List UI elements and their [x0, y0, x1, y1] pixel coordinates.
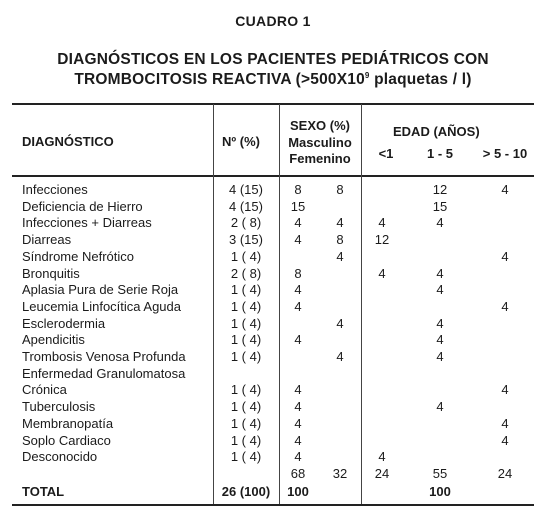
- cell-diagnostico: Membranopatía: [22, 415, 114, 431]
- cell-numero: 1 ( 4): [230, 432, 262, 448]
- cell-masculino: 15: [290, 198, 306, 214]
- table-divider-3: [361, 104, 362, 504]
- cell-diagnostico: Enfermedad Granulomatosa: [22, 365, 186, 381]
- cell-masculino: 4: [294, 215, 302, 231]
- table-title: CUADRO 1: [235, 13, 311, 29]
- cell-femenino: 4: [336, 215, 344, 231]
- cell-numero: 4 (15): [229, 198, 263, 214]
- cell-diagnostico: Infecciones + Diarreas: [22, 215, 152, 231]
- cell-numero: 2 ( 8): [230, 215, 262, 231]
- cell-numero: 1 ( 4): [230, 298, 262, 314]
- cell-diagnostico: Leucemia Linfocítica Aguda: [22, 298, 181, 314]
- subtitle-unit: plaquetas / l): [369, 71, 472, 89]
- cell-diagnostico: Soplo Cardiaco: [22, 432, 111, 448]
- cell-diagnostico: Esclerodermia: [22, 315, 106, 331]
- cell-numero: 3 (15): [229, 232, 263, 248]
- cell-femenino: 8: [336, 182, 344, 197]
- cell-edad-lt1: 4: [378, 449, 386, 465]
- cell-numero: 1 ( 4): [230, 415, 262, 431]
- cell-edad-5-10: 4: [501, 298, 509, 314]
- cell-edad-5-10: 4: [501, 415, 509, 431]
- cell-edad-1-5: 4: [436, 332, 444, 348]
- cell-diagnostico: Desconocido: [22, 449, 98, 465]
- cell-edad-1-5: 4: [436, 282, 444, 298]
- cell-edad-5-10: 4: [501, 382, 509, 398]
- cell-numero: 1 ( 4): [230, 315, 262, 331]
- subtitle-text: TROMBOCITOSIS REACTIVA (>500X10: [74, 71, 365, 89]
- header-edad-1-5: 1 - 5: [426, 146, 453, 161]
- cell-femenino: 4: [336, 248, 344, 264]
- cell-diagnostico: Bronquitis: [22, 265, 80, 281]
- total-label: TOTAL: [22, 484, 65, 499]
- cell-diagnostico: Infecciones: [22, 182, 88, 197]
- cell-femenino: 4: [336, 315, 344, 331]
- cell-edad-1-5: 4: [436, 265, 444, 281]
- cell-edad-1-5: 55: [432, 465, 448, 481]
- cell-diagnostico: Aplasia Pura de Serie Roja: [22, 282, 179, 298]
- cell-edad-1-5: 4: [436, 315, 444, 331]
- cell-numero: 1 ( 4): [230, 248, 262, 264]
- cell-masculino: 4: [294, 332, 302, 348]
- subtitle-exponent: 9: [364, 71, 370, 80]
- header-masculino: Masculino: [288, 135, 352, 150]
- cell-diagnostico: Deficiencia de Hierro: [22, 198, 143, 214]
- cell-numero: 1 ( 4): [230, 349, 262, 364]
- table-subtitle-line-1: DIAGNÓSTICOS EN LOS PACIENTES PEDIÁTRICOS CON: [57, 51, 489, 68]
- cell-masculino: 4: [294, 298, 302, 314]
- table-subtitle-line-2: [0, 71, 546, 89]
- cell-masculino: 68: [290, 465, 306, 481]
- cell-diagnostico: Síndrome Nefrótico: [22, 248, 134, 264]
- cell-masculino: 4: [294, 232, 302, 248]
- cell-edad-lt1: 24: [374, 465, 390, 481]
- header-edad-lt1: <1: [378, 146, 394, 161]
- cell-numero: 4 (15): [229, 182, 263, 197]
- cell-edad-1-5: 4: [436, 399, 444, 415]
- cell-masculino: 4: [294, 282, 302, 298]
- cell-diagnostico: Tuberculosis: [22, 399, 96, 415]
- cell-edad-lt1: 4: [378, 265, 386, 281]
- cell-numero: 1 ( 4): [230, 449, 262, 465]
- cell-diagnostico: Trombosis Venosa Profunda: [22, 349, 186, 364]
- header-numero: Nº (%): [222, 134, 260, 149]
- header-diagnostico: DIAGNÓSTICO: [22, 134, 114, 149]
- cell-edad-lt1: 12: [374, 232, 390, 248]
- cell-masculino: 8: [294, 182, 302, 197]
- table-top-rule: [12, 103, 534, 105]
- cell-edad-1-5: 15: [432, 198, 448, 214]
- cell-femenino: 8: [336, 232, 344, 248]
- cell-edad-5-10: 4: [501, 248, 509, 264]
- cell-numero: 1 ( 4): [230, 399, 262, 415]
- cell-edad-lt1: 4: [378, 215, 386, 231]
- cell-numero: 2 ( 8): [230, 265, 262, 281]
- cell-diagnostico: Crónica: [22, 382, 67, 398]
- cell-numero: 1 ( 4): [230, 382, 262, 398]
- cell-edad-5-10: 4: [501, 182, 509, 197]
- cell-femenino: 32: [332, 465, 348, 481]
- cell-edad-1-5: 12: [432, 182, 448, 197]
- table-bottom-rule: [12, 504, 534, 506]
- header-sexo: SEXO (%): [290, 118, 350, 133]
- header-femenino: Femenino: [289, 151, 351, 166]
- cell-masculino: 4: [294, 449, 302, 465]
- cell-edad-1-5: 4: [436, 349, 444, 364]
- header-edad-5-10: > 5 - 10: [482, 146, 528, 161]
- table-header-rule: [12, 175, 534, 177]
- cell-femenino: 4: [336, 349, 344, 364]
- cell-masculino: 4: [294, 415, 302, 431]
- cell-edad-1-5: 4: [436, 215, 444, 231]
- cell-masculino: 4: [294, 382, 302, 398]
- cell-diagnostico: Diarreas: [22, 232, 72, 248]
- cell-edad-5-10: 24: [497, 465, 513, 481]
- cell-diagnostico: Apendicitis: [22, 332, 85, 348]
- cell-masculino: 4: [294, 432, 302, 448]
- header-edad: EDAD (AÑOS): [393, 124, 480, 139]
- total-numero: 26 (100): [221, 484, 271, 499]
- cell-masculino: 4: [294, 399, 302, 415]
- total-edad-1-5: 100: [429, 484, 451, 499]
- cell-numero: 1 ( 4): [230, 332, 262, 348]
- cell-masculino: 8: [294, 265, 302, 281]
- cell-edad-5-10: 4: [501, 432, 509, 448]
- total-masculino: 100: [287, 484, 309, 499]
- cell-numero: 1 ( 4): [230, 282, 262, 298]
